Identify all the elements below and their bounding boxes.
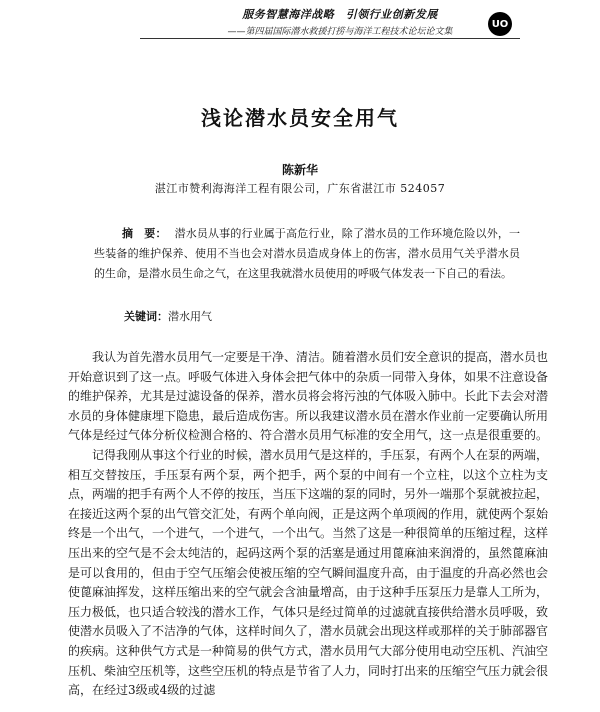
author-affiliation: 湛江市赞利海海洋工程有限公司，广东省湛江市 524057 <box>154 182 446 195</box>
conference-logo: UO <box>488 12 512 36</box>
running-header <box>150 6 530 37</box>
keywords-label: 关键词： <box>124 310 168 323</box>
body-paragraph: 我认为首先潜水员用气一定要是干净、清洁。随着潜水员们安全意识的提高，潜水员也开始意识到了这一点。呼吸气体进入身体会把气体中的杂质一同带入身体，如果不注意设备的维护保养，尤其是过滤设备的保养，潜水员将会将污浊的气体吸入肺中。长此下去会对潜水员的身体健康埋下隐患，最后造成伤害。所以我建议潜水员在潜水作业前一定要确认所用气体是经过气体分析仪检测合格的、符合潜水员用气标准的安全用气，这一点是很重要的。 <box>68 350 549 443</box>
header-slogan: 服务智慧海洋战略 引领行业创新发展 <box>242 8 438 21</box>
abstract-text: 潜水员从事的行业属于高危行业，除了潜水员的工作环境危险以外，一些装备的维护保养、使用不当也会对潜水员造成身体上的伤害，潜水员用气关乎潜水员的生命，是潜水员生命之气，在这里我就潜水员使用的呼吸气体发表一下自己的看法。 <box>94 227 521 280</box>
abstract <box>94 224 520 284</box>
abstract-label: 摘 要： <box>122 227 167 240</box>
header-proceedings-title: ——第四届国际潜水救援打捞与海洋工程技术论坛论文集 <box>227 27 453 37</box>
keywords <box>124 308 212 324</box>
body-paragraph: 记得我刚从事这个行业的时候，潜水员用气是这样的，手压泵，有两个人在泵的两端，相互交替按压，手压泵有两个泵，两个把手，两个泵的中间有一个立柱，以这个立柱为支点，两端的把手有两个人不停的按压，当压下这端的泵的同时，另外一端那个泵就被拉起，在接近这两个泵的出气管交汇处，有两个单向阀，正是这两个单项阀的作用，就使两个泵始终是一个出气，一个进气，一个进气，一个出气。当然了这是一种很简单的压缩过程，这样压出来的空气是不会太纯洁的，起码这两个泵的活塞是通过用蓖麻油来润滑的，虽然蓖麻油是可以食用的，但由于空气压缩会使被压缩的空气瞬间温度升高，由于温度的升高必然也会使蓖麻油挥发，这样压缩出来的空气就会含油量增高，由于这种手压泵压力是靠人工所为，压力极低，也只适合较浅的潜水工作，气体只是经过简单的过滤就直接供给潜水员呼吸，致使潜水员吸入了不洁净的气体，这样时间久了，潜水员就会出现这样或那样的关于肺部器官的疾病。这种供气方式是一种简易的供气方式，潜水员用气大部分使用电动空压机、汽油空压机、柴油空压机等，这些空压机的特点是节省了人力，同时打出来的压缩空气压力就会很高，在经过3级或4级的过滤 <box>68 447 549 698</box>
keywords-text: 潜水用气 <box>168 310 212 323</box>
paper-title: 浅论潜水员安全用气 <box>201 106 399 130</box>
author-name: 陈新华 <box>281 163 318 177</box>
header-divider <box>140 38 520 39</box>
body-text <box>68 348 548 701</box>
